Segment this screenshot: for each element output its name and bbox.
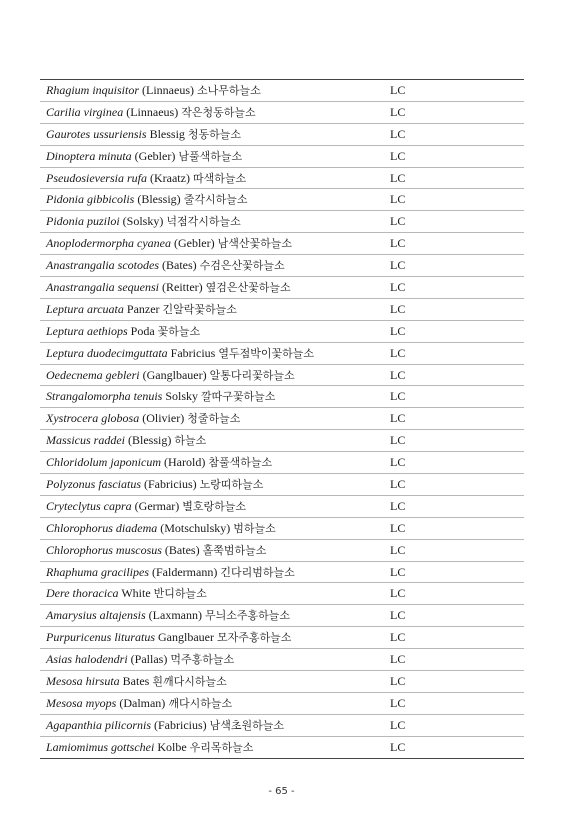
species-name-cell xyxy=(46,477,263,492)
author-name: (Fabricius) xyxy=(144,477,197,492)
scientific-name: Amarysius altajensis xyxy=(46,608,146,623)
scientific-name: Agapanthia pilicornis xyxy=(46,717,151,732)
scientific-name: Mesosa myops xyxy=(46,695,117,710)
species-name-cell xyxy=(46,127,241,142)
species-name-cell xyxy=(46,346,314,361)
author-name: White xyxy=(121,586,151,601)
conservation-status: LC xyxy=(390,367,406,382)
table-row xyxy=(40,343,524,365)
author-name: (Ganglbauer) xyxy=(142,367,207,382)
korean-name: 참풀색하늘소 xyxy=(208,456,273,470)
conservation-status: LC xyxy=(390,83,406,97)
author-name: Solsky xyxy=(165,389,199,404)
author-name: Ganglbauer xyxy=(158,630,214,645)
table-row xyxy=(40,233,524,255)
species-name-cell xyxy=(46,718,284,733)
author-name: (Solsky) xyxy=(122,214,164,229)
species-name-cell xyxy=(46,368,295,383)
korean-name: 남색산꽃하늘소 xyxy=(217,237,293,251)
species-name-cell xyxy=(46,543,266,558)
author-name: (Germar) xyxy=(134,498,180,513)
scientific-name: Pidonia puziloi xyxy=(46,214,120,229)
scientific-name: Cryteclytus capra xyxy=(46,498,132,513)
author-name: (Linnaeus) xyxy=(126,104,179,119)
korean-name: 따색하늘소 xyxy=(192,171,247,185)
conservation-status: LC xyxy=(390,345,406,360)
species-name-cell xyxy=(46,696,232,711)
scientific-name: Leptura duodecimguttata xyxy=(46,345,168,360)
table-row xyxy=(40,321,524,343)
table-row xyxy=(40,168,524,190)
table-row xyxy=(40,540,524,562)
scientific-name: Pidonia gibbicolis xyxy=(46,192,135,207)
korean-name: 긴다리범하늘소 xyxy=(220,565,295,579)
author-name: (Bates) xyxy=(164,542,200,557)
conservation-status: LC xyxy=(390,630,406,645)
author-name: (Bates) xyxy=(162,258,197,273)
conservation-status: LC xyxy=(390,301,406,316)
korean-name: 하늘소 xyxy=(174,434,207,448)
conservation-status: LC xyxy=(390,280,406,295)
korean-name: 열두점박이꽃하늘소 xyxy=(218,346,314,360)
author-name: Panzer xyxy=(126,301,160,316)
conservation-status: LC xyxy=(390,717,406,732)
conservation-status: LC xyxy=(390,214,406,229)
korean-name: 청동하늘소 xyxy=(187,127,242,141)
table-row xyxy=(40,146,524,168)
species-name-cell xyxy=(46,258,285,273)
species-name-cell xyxy=(46,105,256,120)
scientific-name: Dinoptera minuta xyxy=(46,148,132,163)
table-row xyxy=(40,737,524,759)
scientific-name: Chloridolum japonicum xyxy=(46,455,162,470)
conservation-status: LC xyxy=(390,455,406,470)
page-number: - 65 - xyxy=(268,786,295,797)
author-name: (Blessig) xyxy=(137,192,181,207)
scientific-name: Asias halodendri xyxy=(46,652,128,667)
scientific-name: Dere thoracica xyxy=(46,586,119,601)
author-name: (Reitter) xyxy=(162,280,203,295)
scientific-name: Xystrocera globosa xyxy=(46,411,140,426)
species-name-cell xyxy=(46,192,247,207)
species-name-cell xyxy=(46,586,207,601)
conservation-status: LC xyxy=(390,192,406,207)
scientific-name: Polyzonus fasciatus xyxy=(46,477,141,492)
scientific-name: Leptura aethiops xyxy=(46,323,128,338)
author-name: Fabricius xyxy=(170,345,216,360)
scientific-name: Strangalomorpha tenuis xyxy=(46,389,163,404)
table-row xyxy=(40,649,524,671)
scientific-name: Carilia virginea xyxy=(46,104,124,119)
conservation-status: LC xyxy=(390,542,406,557)
korean-name: 남풀색하늘소 xyxy=(178,149,243,163)
korean-name: 넉점각시하늘소 xyxy=(166,215,241,229)
conservation-status: LC xyxy=(390,126,406,141)
species-table xyxy=(40,79,524,759)
table-row xyxy=(40,693,524,715)
table-row xyxy=(40,562,524,584)
scientific-name: Rhaphuma gracilipes xyxy=(46,564,149,579)
author-name: (Dalman) xyxy=(119,695,166,710)
author-name: Poda xyxy=(130,323,155,338)
table-row xyxy=(40,277,524,299)
conservation-status: LC xyxy=(390,433,406,448)
conservation-status: LC xyxy=(390,258,406,273)
species-name-cell xyxy=(46,214,241,229)
scientific-name: Chlorophorus muscosus xyxy=(46,542,162,557)
korean-name: 줄각시하늘소 xyxy=(183,193,248,207)
conservation-status: LC xyxy=(390,739,406,754)
korean-name: 수검은산꽃하늘소 xyxy=(199,259,285,273)
scientific-name: Lamiomimus gottschei xyxy=(46,739,155,754)
table-row xyxy=(40,299,524,321)
korean-name: 우리목하늘소 xyxy=(189,740,254,754)
species-name-cell xyxy=(46,433,206,448)
korean-name: 작은청동하늘소 xyxy=(181,105,256,119)
table-row xyxy=(40,671,524,693)
scientific-name: Anastrangalia sequensi xyxy=(46,280,159,295)
author-name: (Pallas) xyxy=(130,652,168,667)
scientific-name: Massicus raddei xyxy=(46,433,125,448)
conservation-status: LC xyxy=(390,104,406,119)
species-name-cell xyxy=(46,236,292,251)
korean-name: 먹주홍하늘소 xyxy=(170,653,235,667)
table-row xyxy=(40,255,524,277)
conservation-status: LC xyxy=(390,170,406,185)
korean-name: 모자주홍하늘소 xyxy=(217,631,292,645)
author-name: Blessig xyxy=(149,126,185,141)
conservation-status: LC xyxy=(390,411,406,426)
conservation-status: LC xyxy=(390,652,406,667)
species-name-cell xyxy=(46,740,253,755)
conservation-status: LC xyxy=(390,674,406,689)
species-name-cell xyxy=(46,324,200,339)
korean-name: 반디하늘소 xyxy=(153,587,207,601)
species-name-cell xyxy=(46,652,234,667)
korean-name: 옆검은산꽃하늘소 xyxy=(205,281,291,295)
scientific-name: Mesosa hirsuta xyxy=(46,674,120,689)
conservation-status: LC xyxy=(390,586,406,601)
author-name: (Harold) xyxy=(164,455,206,470)
species-name-cell xyxy=(46,455,272,470)
conservation-status: LC xyxy=(390,695,406,710)
korean-name: 청줄하늘소 xyxy=(187,412,241,426)
table-row xyxy=(40,408,524,430)
korean-name: 깨다시하늘소 xyxy=(168,696,233,710)
table-row xyxy=(40,102,524,124)
korean-name: 범하늘소 xyxy=(233,521,276,535)
table-row xyxy=(40,715,524,737)
species-name-cell xyxy=(46,83,261,98)
korean-name: 알통다리꽃하늘소 xyxy=(209,368,295,382)
author-name: (Gebler) xyxy=(134,148,176,163)
table-row xyxy=(40,430,524,452)
species-name-cell xyxy=(46,280,291,295)
conservation-status: LC xyxy=(390,520,406,535)
table-row xyxy=(40,518,524,540)
conservation-status: LC xyxy=(390,498,406,513)
species-name-cell xyxy=(46,302,237,317)
scientific-name: Chlorophorus diadema xyxy=(46,520,158,535)
scientific-name: Leptura arcuata xyxy=(46,301,124,316)
table-row xyxy=(40,211,524,233)
scientific-name: Pseudosieversia rufa xyxy=(46,170,147,185)
species-name-cell xyxy=(46,521,276,536)
conservation-status: LC xyxy=(390,236,406,251)
author-name: (Gebler) xyxy=(173,236,215,251)
species-name-cell xyxy=(46,565,295,580)
author-name: (Motschulsky) xyxy=(160,520,231,535)
table-row xyxy=(40,496,524,518)
korean-name: 노랑띠하늘소 xyxy=(199,478,264,492)
table-row xyxy=(40,627,524,649)
author-name: (Faldermann) xyxy=(152,564,218,579)
author-name: (Kraatz) xyxy=(150,170,190,185)
author-name: Kolbe xyxy=(157,739,187,754)
korean-name: 홀쭉범하늘소 xyxy=(202,543,267,557)
conservation-status: LC xyxy=(390,323,406,338)
korean-name: 흰깨다시하늘소 xyxy=(152,675,227,689)
table-row xyxy=(40,189,524,211)
species-name-cell xyxy=(46,171,246,186)
species-name-cell xyxy=(46,149,242,164)
korean-name: 별호랑하늘소 xyxy=(182,499,247,513)
conservation-status: LC xyxy=(390,477,406,492)
table-row xyxy=(40,474,524,496)
scientific-name: Anoplodermorpha cyanea xyxy=(46,236,171,251)
conservation-status: LC xyxy=(390,148,406,163)
author-name: (Olivier) xyxy=(142,411,185,426)
table-row xyxy=(40,452,524,474)
species-name-cell xyxy=(46,608,290,623)
species-name-cell xyxy=(46,630,291,645)
conservation-status: LC xyxy=(390,608,406,623)
species-name-cell xyxy=(46,411,240,426)
table-row xyxy=(40,80,524,102)
scientific-name: Purpuricenus lituratus xyxy=(46,630,156,645)
korean-name: 소나무하늘소 xyxy=(197,84,261,97)
korean-name: 깔따구꽃하늘소 xyxy=(201,390,276,404)
species-name-cell xyxy=(46,674,227,689)
conservation-status: LC xyxy=(390,564,406,579)
scientific-name: Oedecnema gebleri xyxy=(46,367,140,382)
table-row xyxy=(40,386,524,408)
scientific-name: Anastrangalia scotodes xyxy=(46,258,159,273)
conservation-status: LC xyxy=(390,389,406,404)
table-row xyxy=(40,365,524,387)
author-name: (Laxmann) xyxy=(148,608,202,623)
author-name: Bates xyxy=(122,674,150,689)
korean-name: 긴알락꽃하늘소 xyxy=(162,302,237,316)
table-row xyxy=(40,124,524,146)
table-row xyxy=(40,605,524,627)
table-row xyxy=(40,583,524,605)
author-name: (Fabricius) xyxy=(154,717,207,732)
author-name: (Blessig) xyxy=(128,433,172,448)
korean-name: 무늬소주홍하늘소 xyxy=(204,609,290,623)
korean-name: 남색초원하늘소 xyxy=(209,718,285,732)
species-name-cell xyxy=(46,389,275,404)
korean-name: 꽃하늘소 xyxy=(157,324,201,338)
species-name-cell xyxy=(46,499,246,514)
author-name: (Linnaeus) xyxy=(142,83,194,97)
scientific-name: Gaurotes ussuriensis xyxy=(46,126,147,141)
scientific-name: Rhagium inquisitor xyxy=(46,83,140,97)
